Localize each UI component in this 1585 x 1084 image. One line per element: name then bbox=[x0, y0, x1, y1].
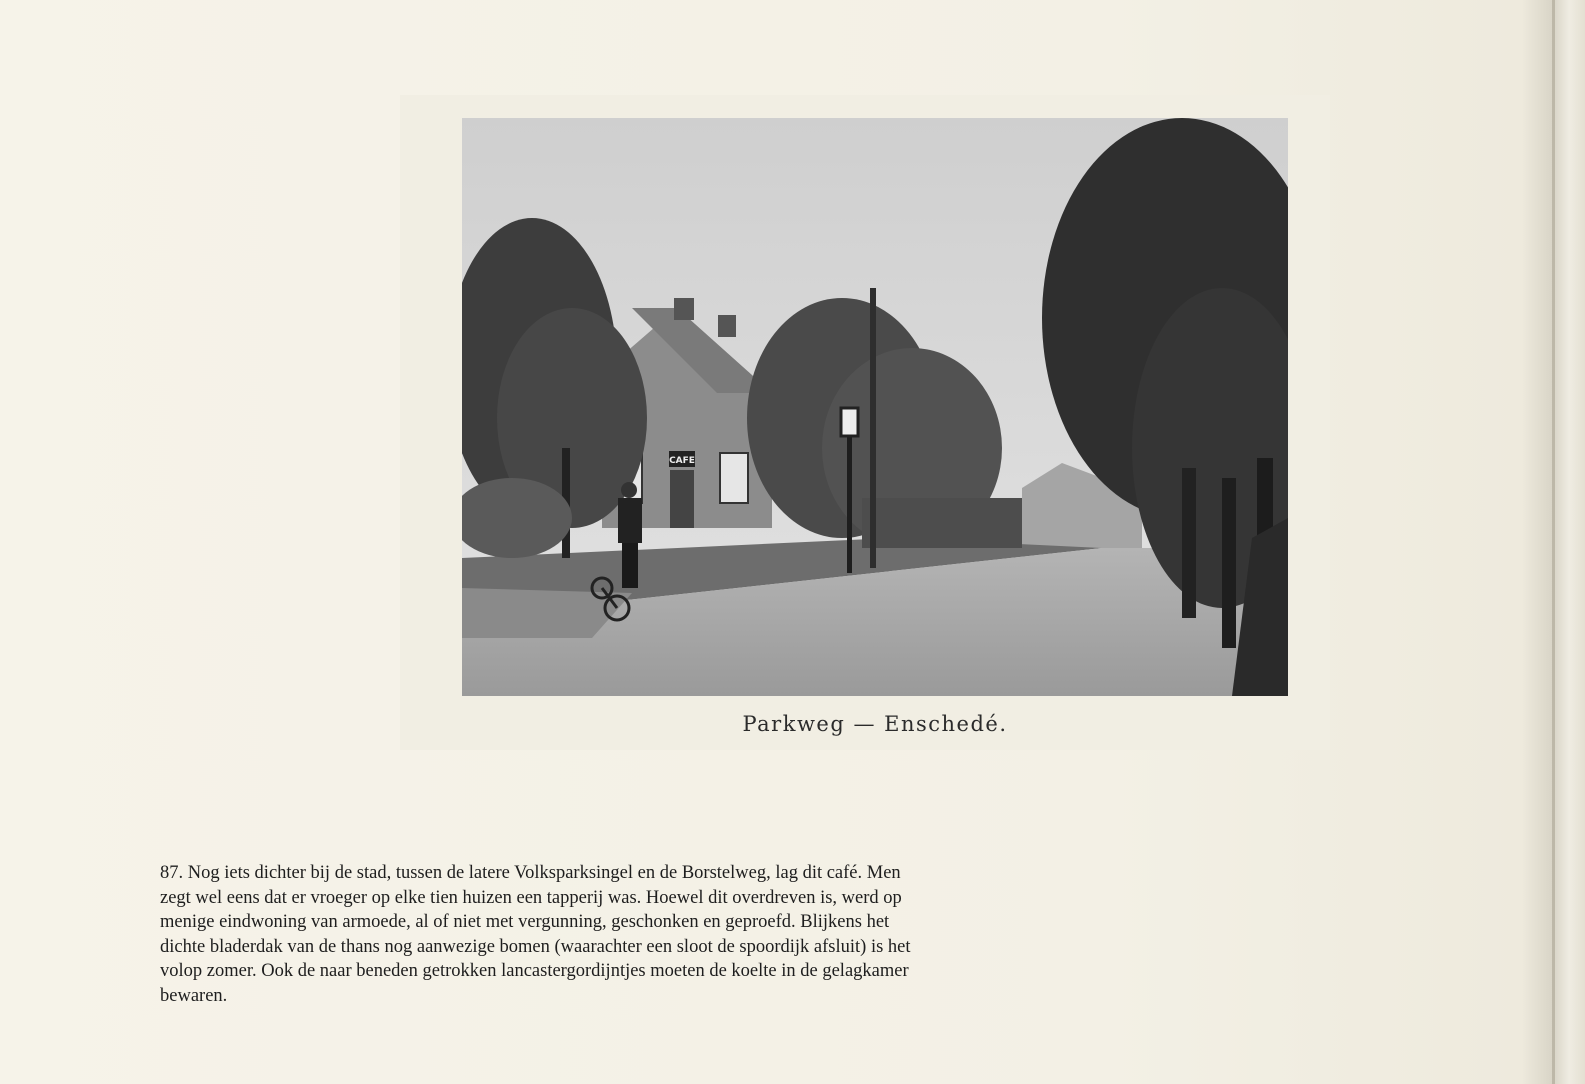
cafe-sign-text: CAFE bbox=[669, 456, 695, 466]
text-line: volop zomer. Ook de naar beneden getrokken lancastergordijntjes moeten de koelte in de gelagkamer bbox=[160, 961, 909, 982]
historic-photo bbox=[462, 118, 1288, 696]
page-binding-edge bbox=[1552, 0, 1555, 1084]
text-line: zegt wel eens dat er vroeger op elke tien huizen een tapperij was. Hoewel dit overdreven is, werd op bbox=[160, 887, 902, 908]
text-line: 87. Nog iets dichter bij de stad, tussen de latere Volksparksingel en de Borstelweg, lag dit café. Men bbox=[160, 863, 901, 883]
description-paragraph bbox=[160, 861, 1155, 1009]
text-line: menige eindwoning van armoede, al of niet met vergunning, geschonken en geproefd. Blijkens het bbox=[160, 912, 890, 933]
text-line: bewaren. bbox=[160, 985, 228, 1006]
text-line: dichte bladerdak van de thans nog aanwezige bomen (waarachter een sloot de spoordijk afsluit) is het bbox=[160, 936, 911, 957]
photo-caption: Parkweg — Enschedé. bbox=[742, 712, 1008, 736]
